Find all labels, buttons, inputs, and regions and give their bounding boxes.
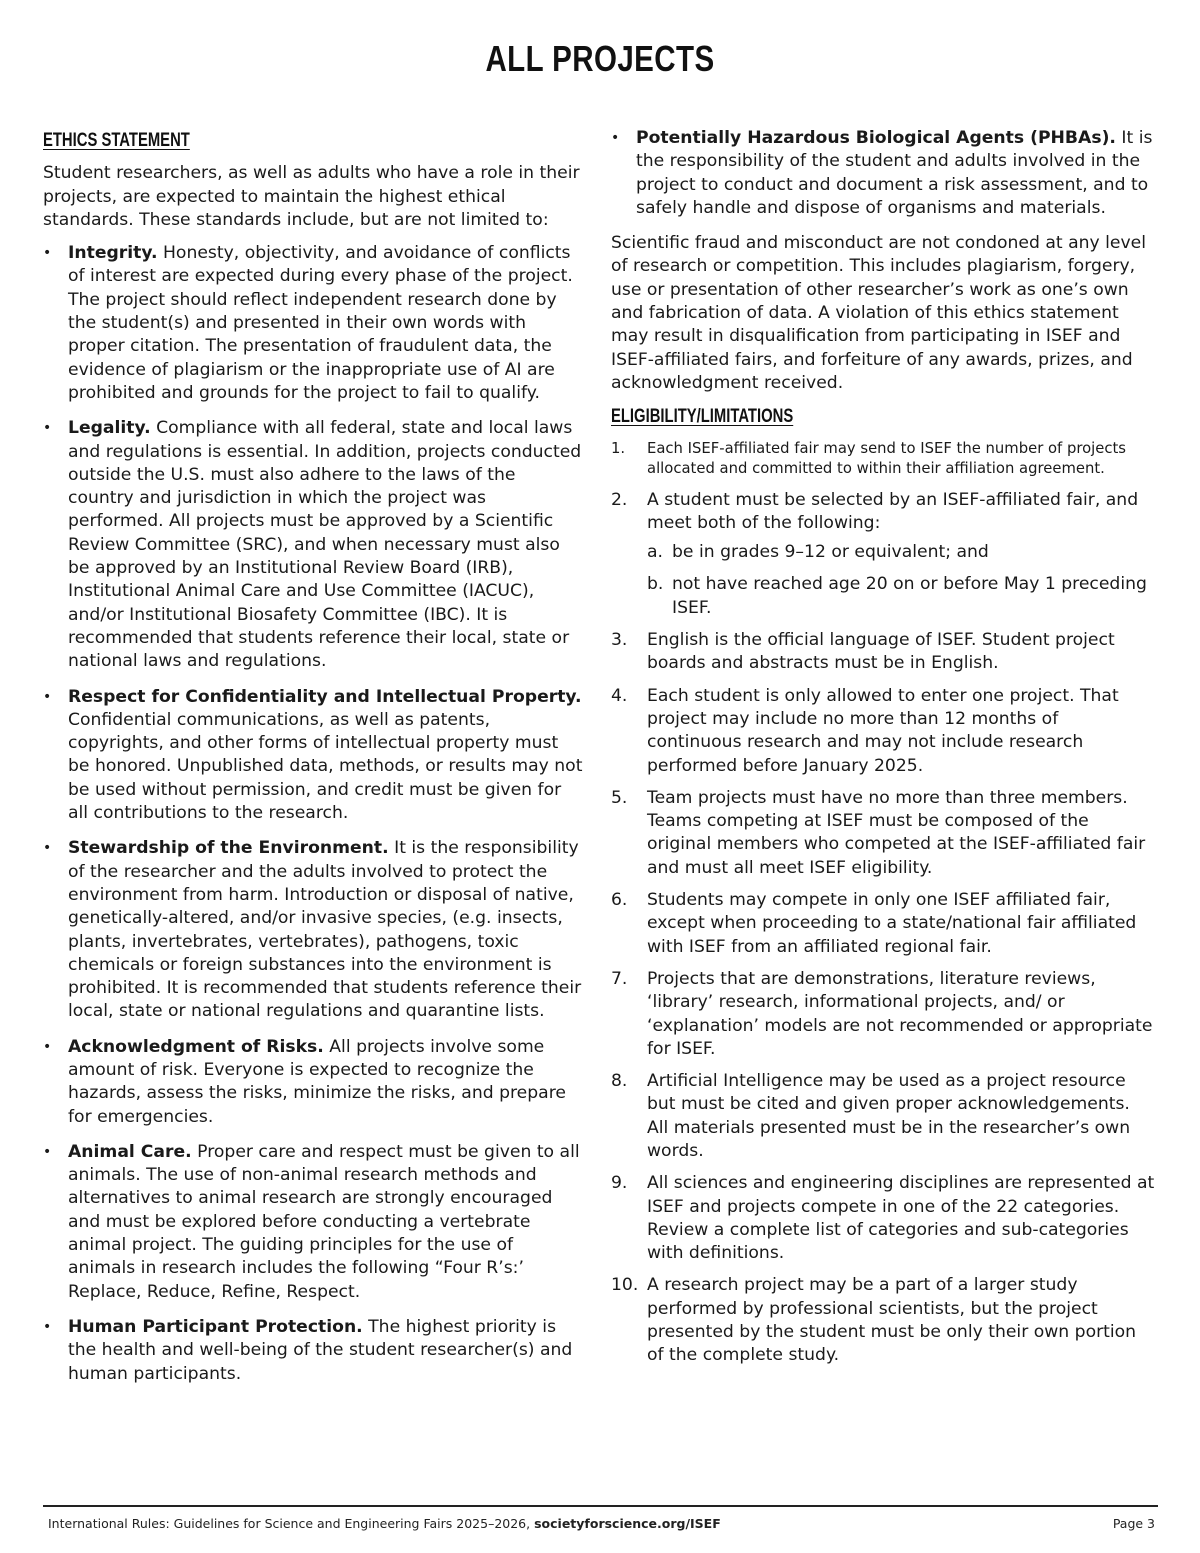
item-text: A research project may be a part of a larger study performed by professional scientists, but the project presented by the student must be only their own portion of the complete study. (647, 1275, 1137, 1366)
item-number: 7. (611, 968, 628, 989)
item-number: 5. (611, 787, 628, 808)
item-number: 3. (611, 630, 628, 651)
ethics-item-human-participants (43, 1316, 583, 1386)
ethics-text: Compliance with all federal, state and local laws and regulations is essential. In addition, projects conducted outside the U.S. must also adhere to the laws of the country and jurisdiction in which the project was performed. All projects must be approved by a Scientific Review Committee (SRC), and when necessary must also be approved by an Institutional Review Board (IRB), Institutional Animal Care and Use Committee (IACUC), and/or Institutional Biosafety Committee (IBC). It is recommended that students reference their local, state or national laws and regulations. (68, 418, 582, 672)
item-number: 10. (611, 1275, 639, 1296)
ethics-text: It is the responsibility of the researcher and the adults involved to protect the environment from harm. Introduction or disposal of native, genetically-altered, and/or invasive species, (e.g. insects, plants, invertebrates, vertebrates), pathogens, toxic chemicals or foreign substances into the environment is prohibited. It is recommended that students reference their local, state or national regulations and quarantine lists. (68, 838, 582, 1022)
eligibility-item (611, 439, 1156, 480)
ethics-text: All projects involve some amount of risk. Everyone is expected to recognize the hazards, assess the risks, minimize the risks, and prepare for emergencies. (68, 1036, 566, 1127)
eligibility-sub-item (647, 541, 1156, 564)
ethics-term: Respect for Confidentiality and Intellectual Property. (68, 686, 582, 707)
ethics-term: Integrity. (68, 243, 158, 264)
ethics-item-legality (43, 417, 583, 673)
right-column (611, 127, 1156, 1377)
item-number: 9. (611, 1173, 628, 1194)
eligibility-sub-item (647, 573, 1156, 620)
ethics-term: Acknowledgment of Risks. (68, 1036, 324, 1057)
item-number: 6. (611, 890, 628, 911)
footer-divider (43, 1505, 1158, 1507)
item-text: Each ISEF-affiliated fair may send to ISEF the number of projects allocated and committed to within their affiliation agreement. (647, 439, 1127, 478)
fraud-paragraph: Scientific fraud and misconduct are not condoned at any level of research or competition. This includes plagiarism, forgery, use or presentation of other researcher’s work as one’s own and fabrication of data. A violation of this ethics statement may result in disqualification from participating in ISEF and ISEF-affiliated fairs, and forfeiture of any awards, prizes, and acknowledgment received. (611, 233, 1147, 393)
eligibility-item (611, 685, 1156, 778)
ethics-item-environment (43, 837, 583, 1023)
sub-item-text: not have reached age 20 on or before May 1 preceding ISEF. (672, 574, 1147, 618)
footer-text: International Rules: Guidelines for Science and Engineering Fairs 2025–2026, (48, 1516, 535, 1531)
sub-item-text: be in grades 9–12 or equivalent; and (672, 542, 989, 563)
ethics-item-integrity (43, 242, 583, 405)
ethics-text: It is the responsibility of the student and adults involved in the project to conduct and document a risk assessment, and to safely handle and dispose of organisms and materials. (636, 128, 1153, 218)
ethics-item-risks (43, 1036, 583, 1129)
eligibility-item (611, 1172, 1156, 1265)
ethics-text: Proper care and respect must be given to all animals. The use of non-animal research methods and alternatives to animal research are strongly encouraged and must be explored before conducting a vertebrate animal project. The guiding principles for the use of animals in research includes the following “Four R’s:’ Replace, Reduce, Refine, Respect. (68, 1141, 580, 1302)
item-text: Team projects must have no more than three members. Teams competing at ISEF must be composed of the original members who competed at the ISEF-affiliated fair and must all meet ISEF eligibility. (647, 787, 1146, 878)
footer-citation (48, 1516, 721, 1531)
ethics-item-phba (611, 127, 1156, 220)
item-text: English is the official language of ISEF. Student project boards and abstracts must be in English. (647, 630, 1115, 674)
ethics-intro: Student researchers, as well as adults who have a role in their projects, are expected to maintain the highest ethical standards. These standards include, but are not limited to: (43, 163, 580, 230)
item-number: 1. (611, 439, 626, 457)
item-text: All sciences and engineering disciplines are represented at ISEF and projects compete in one of the 22 categories. Review a complete list of categories and sub-categories with definitions. (647, 1173, 1155, 1264)
ethics-term: Legality. (68, 418, 151, 439)
eligibility-item (611, 629, 1156, 676)
ethics-term: Stewardship of the Environment. (68, 838, 389, 859)
ethics-term: Potentially Hazardous Biological Agents (PHBAs). (636, 128, 1116, 148)
item-text: Artificial Intelligence may be used as a project resource but must be cited and given proper acknowledgements. All materials presented must be in the researcher’s own words. (647, 1071, 1131, 1161)
ethics-text: The highest priority is the health and well-being of the student researcher(s) and human participants. (68, 1316, 573, 1384)
eligibility-item (611, 968, 1156, 1061)
item-text: Projects that are demonstrations, literature reviews, ‘library’ research, informational projects, and/ or ‘explanation’ models are not recommended or appropriate for ISEF. (647, 968, 1153, 1059)
page-number: Page 3 (1112, 1516, 1155, 1531)
item-text: Students may compete in only one ISEF affiliated fair, except when proceeding to a state/national fair affiliated with ISEF from an affiliated regional fair. (647, 890, 1137, 957)
ethics-term: Animal Care. (68, 1141, 192, 1162)
footer-link[interactable]: societyforscience.org/ISEF (534, 1516, 721, 1531)
ethics-item-confidentiality (43, 686, 583, 826)
page-title: ALL PROJECTS (485, 38, 715, 79)
ethics-item-animal-care (43, 1141, 583, 1304)
eligibility-item (611, 489, 1156, 620)
item-number: 4. (611, 685, 628, 706)
eligibility-item (611, 1070, 1156, 1163)
eligibility-heading: ELIGIBILITY/LIMITATIONS (611, 406, 794, 428)
eligibility-sub-list (647, 541, 1156, 620)
ethics-list (43, 242, 583, 1386)
left-column (43, 127, 583, 1398)
item-number: 8. (611, 1071, 628, 1092)
ethics-text: Confidential communications, as well as patents, copyrights, and other forms of intellectual property must be honored. Unpublished data, methods, or results may not be used without permission, and credit must be given for all contributions to the research. (68, 709, 583, 824)
eligibility-item (611, 889, 1156, 959)
ethics-term: Human Participant Protection. (68, 1316, 363, 1337)
eligibility-list (611, 439, 1156, 1368)
item-text: Each student is only allowed to enter one project. That project may include no more than 12 months of continuous research and may not include research performed before January 2025. (647, 685, 1119, 776)
item-number: 2. (611, 489, 628, 510)
ethics-heading: ETHICS STATEMENT (43, 130, 190, 151)
ethics-list-continued (611, 127, 1156, 220)
eligibility-item (611, 1274, 1156, 1367)
item-text: A student must be selected by an ISEF-affiliated fair, and meet both of the following: (647, 489, 1139, 533)
sub-item-letter: a. (647, 542, 663, 563)
eligibility-item (611, 787, 1156, 880)
sub-item-letter: b. (647, 574, 664, 595)
ethics-text: Honesty, objectivity, and avoidance of conflicts of interest are expected during every phase of the project. The project should reflect independent research done by the student(s) and presented in their own words with proper citation. The presentation of fraudulent data, the evidence of plagiarism or the inappropriate use of AI are prohibited and grounds for the project to fail to qualify. (68, 243, 573, 403)
